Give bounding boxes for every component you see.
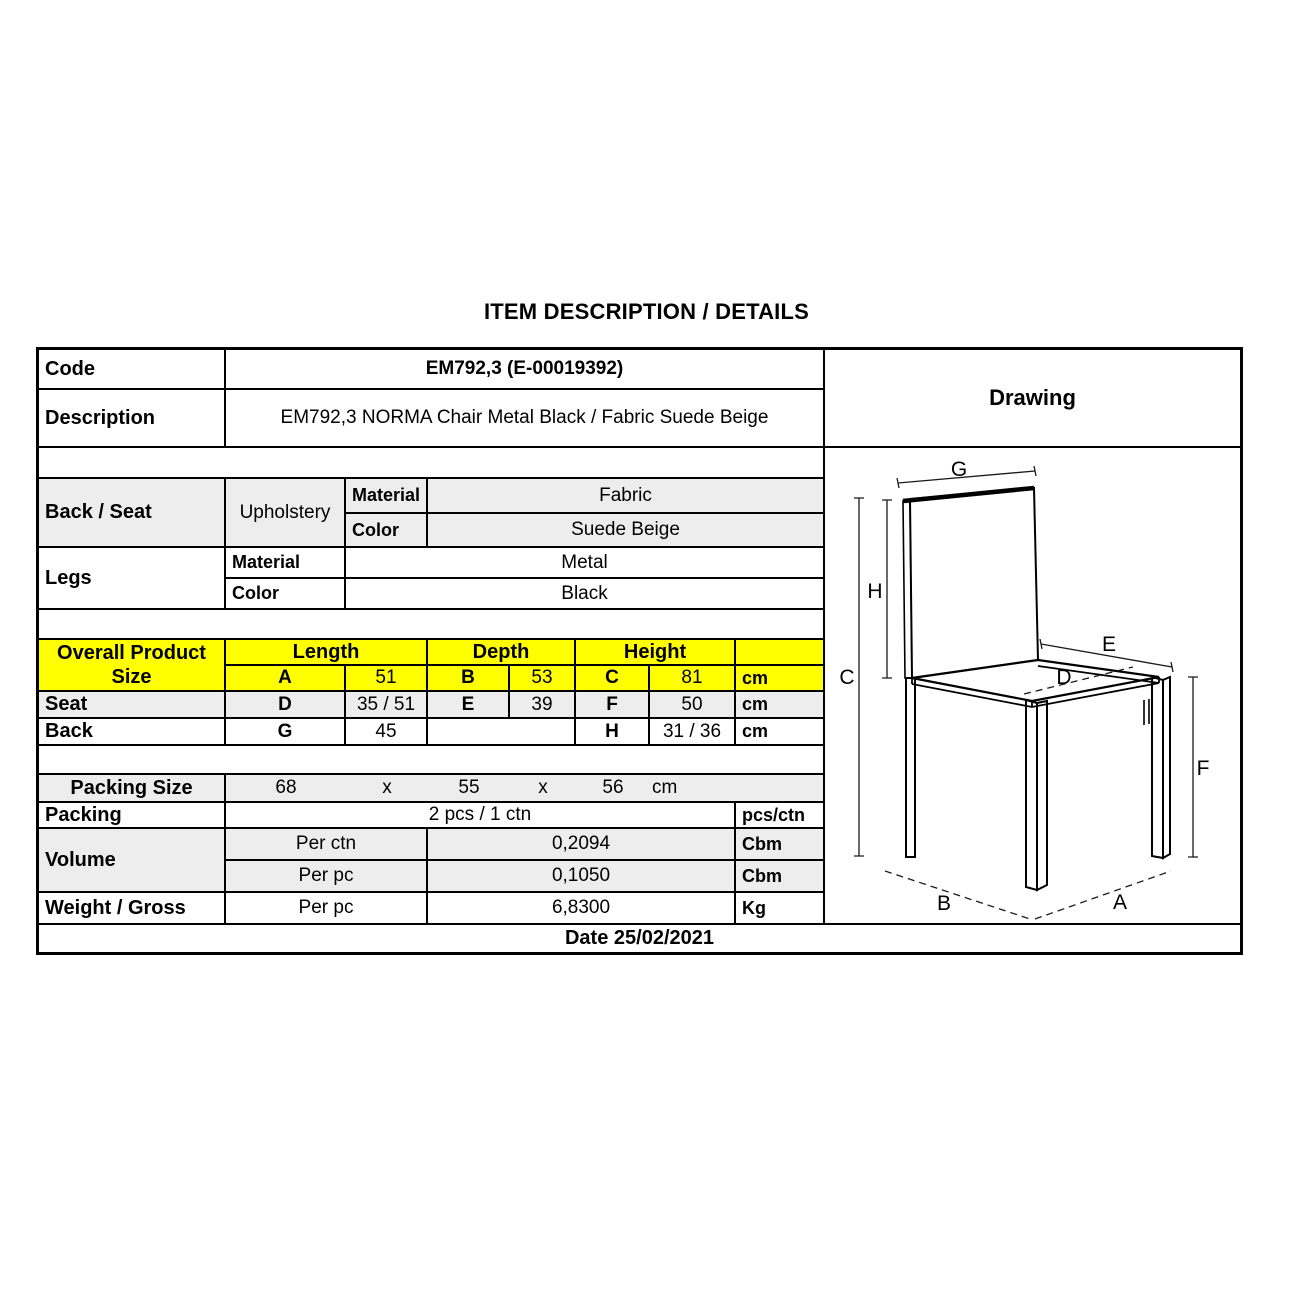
back-dim-g: G <box>226 719 346 746</box>
volume-per-ctn-value: 0,2094 <box>428 829 736 861</box>
volume-label: Volume <box>39 829 226 893</box>
seat-dim-e: E <box>428 692 510 719</box>
spacer-row-3 <box>39 746 825 775</box>
dim-label-g: G <box>950 458 968 481</box>
packing-label: Packing <box>39 803 226 829</box>
weight-per-pc-label: Per pc <box>226 893 428 925</box>
dim-label-e: E <box>1101 633 1117 656</box>
volume-per-pc-label: Per pc <box>226 861 428 893</box>
legs-label: Legs <box>39 548 226 610</box>
overall-dim-a: A <box>226 666 346 692</box>
back-unit: cm <box>736 719 825 746</box>
back-dim-h: H <box>576 719 650 746</box>
volume-per-ctn-unit: Cbm <box>736 829 825 861</box>
chair-leg-right-inner <box>1163 677 1170 858</box>
overall-val-a: 51 <box>346 666 428 692</box>
chair-leg-right-outer <box>1152 677 1163 858</box>
back-val-g: 45 <box>346 719 428 746</box>
upholstery-label: Upholstery <box>226 479 346 548</box>
spacer-row-2 <box>39 610 825 640</box>
legs-material-label: Material <box>226 548 346 579</box>
dim-line-c <box>854 498 864 856</box>
back-val-h: 31 / 36 <box>650 719 736 746</box>
overall-dim-b: B <box>428 666 510 692</box>
volume-per-pc-value: 0,1050 <box>428 861 736 893</box>
seat-row-label: Seat <box>39 692 226 719</box>
dim-label-h: H <box>867 580 883 603</box>
packing-dim-x1: x <box>382 777 392 799</box>
chair-drawing <box>826 449 1239 922</box>
back-seat-label: Back / Seat <box>39 479 226 548</box>
dim-label-a: A <box>1112 891 1128 914</box>
overall-unit: cm <box>736 666 825 692</box>
upholstery-color-label: Color <box>346 514 428 548</box>
weight-unit: Kg <box>736 893 825 925</box>
spacer-row-1 <box>39 448 825 479</box>
description-value: EM792,3 NORMA Chair Metal Black / Fabric Suede Beige <box>226 390 825 448</box>
volume-per-pc-unit: Cbm <box>736 861 825 893</box>
packing-dim-length: 68 <box>275 777 297 799</box>
overall-size-label <box>39 640 226 692</box>
overall-val-c: 81 <box>650 666 736 692</box>
seat-val-e: 39 <box>510 692 576 719</box>
col-header-height: Height <box>576 640 736 666</box>
overall-size-label-line1: Overall Product <box>57 642 206 664</box>
packing-dim-x2: x <box>538 777 548 799</box>
col-header-unit-empty <box>736 640 825 666</box>
dim-label-d: D <box>1056 666 1072 689</box>
dim-label-b: B <box>936 892 952 915</box>
legs-color-value: Black <box>346 579 825 610</box>
chair-legs <box>906 677 1170 890</box>
seat-val-f: 50 <box>650 692 736 719</box>
col-header-length: Length <box>226 640 428 666</box>
packing-value: 2 pcs / 1 ctn <box>226 803 736 829</box>
chair-leg-front-inner <box>1037 701 1047 890</box>
back-row-label: Back <box>39 719 226 746</box>
packing-size-values <box>226 775 825 803</box>
packing-size-label: Packing Size <box>39 775 226 803</box>
dim-line-b <box>885 871 1030 919</box>
seat-val-d: 35 / 51 <box>346 692 428 719</box>
drawing-panel-title: Drawing <box>825 350 1240 448</box>
code-label: Code <box>39 350 226 390</box>
chair-backrest <box>903 488 1038 678</box>
seat-dim-d: D <box>226 692 346 719</box>
description-label: Description <box>39 390 226 448</box>
dim-line-h <box>882 500 892 678</box>
overall-dim-c: C <box>576 666 650 692</box>
packing-dim-width: 55 <box>458 777 480 799</box>
page-title: ITEM DESCRIPTION / DETAILS <box>483 299 810 324</box>
col-header-depth: Depth <box>428 640 576 666</box>
back-depth-empty <box>428 719 576 746</box>
legs-color-label: Color <box>226 579 346 610</box>
chair-hidden-leg <box>1144 699 1149 725</box>
packing-unit: pcs/ctn <box>736 803 825 829</box>
seat-dim-f: F <box>576 692 650 719</box>
overall-val-b: 53 <box>510 666 576 692</box>
code-value: EM792,3 (E-00019392) <box>226 350 825 390</box>
upholstery-material-label: Material <box>346 479 428 514</box>
overall-size-label-line2: Size <box>111 666 152 688</box>
dim-label-f: F <box>1196 757 1210 780</box>
weight-label: Weight / Gross <box>39 893 226 925</box>
upholstery-material-value: Fabric <box>428 479 825 514</box>
packing-dim-unit: cm <box>652 777 678 799</box>
chair-leg-front-outer <box>1026 700 1037 890</box>
seat-unit: cm <box>736 692 825 719</box>
drawing-panel-body <box>825 448 1240 925</box>
weight-value: 6,8300 <box>428 893 736 925</box>
chair-leg-back-left <box>906 678 915 857</box>
spec-table <box>36 347 1243 955</box>
volume-per-ctn-label: Per ctn <box>226 829 428 861</box>
upholstery-color-value: Suede Beige <box>428 514 825 548</box>
packing-size-dims <box>226 775 823 801</box>
legs-material-value: Metal <box>346 548 825 579</box>
date-row: Date 25/02/2021 <box>564 927 714 949</box>
packing-dim-height: 56 <box>602 777 624 799</box>
dim-line-a <box>1035 871 1171 919</box>
dim-label-c: C <box>839 666 855 689</box>
